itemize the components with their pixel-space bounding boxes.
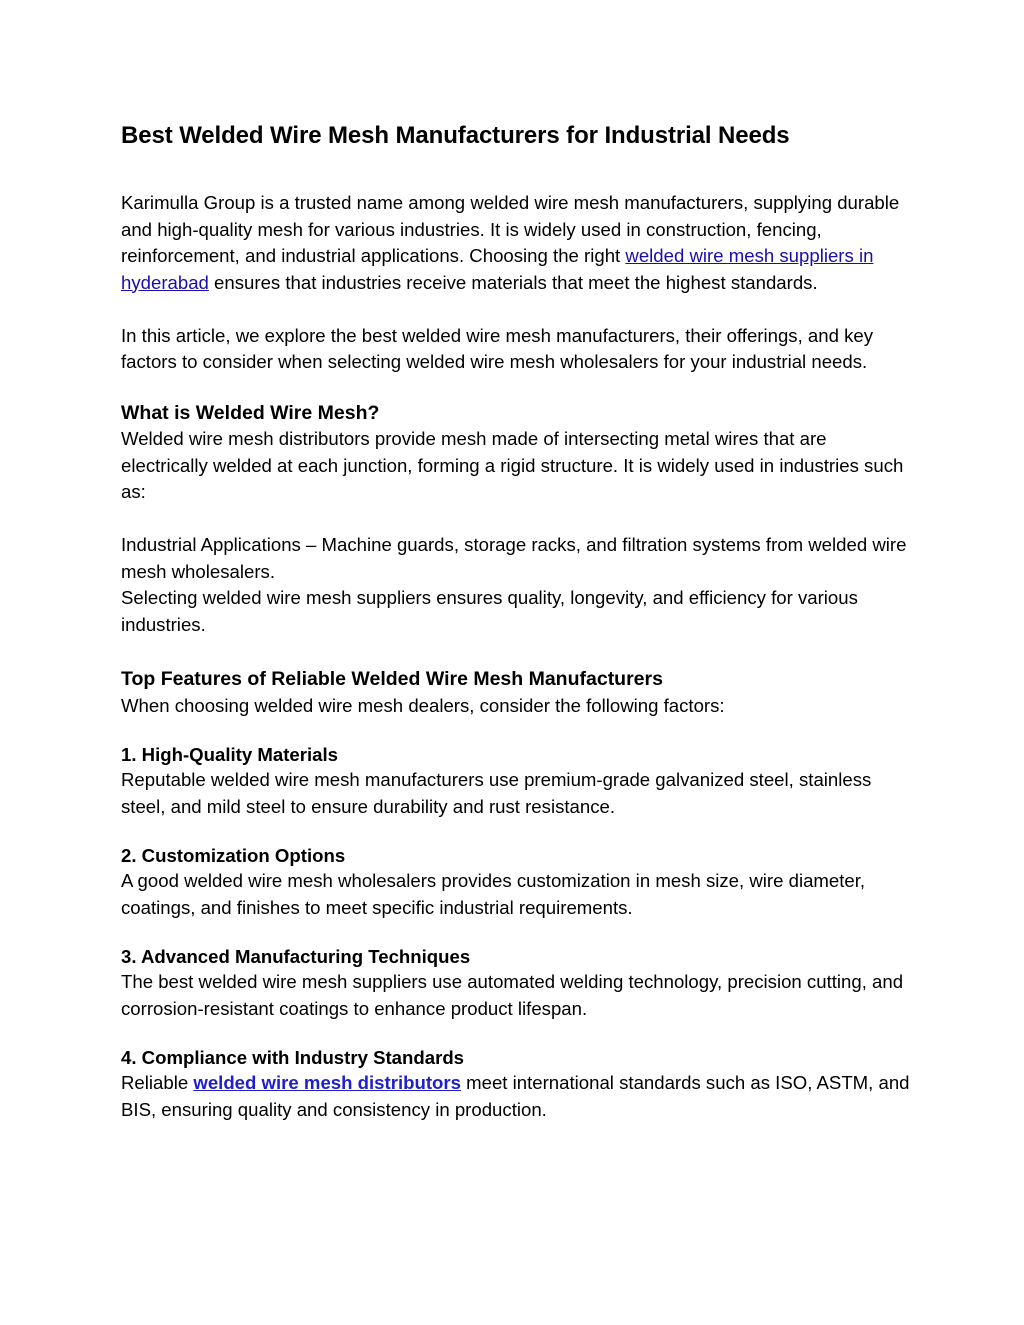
spacer <box>121 506 911 533</box>
feature-heading-2: 2. Customization Options <box>121 845 346 866</box>
feature-4-text-before-link: Reliable <box>121 1072 194 1093</box>
intro-paragraph <box>121 190 911 296</box>
feature-heading-3: 3. Advanced Manufacturing Techniques <box>121 946 471 967</box>
feature-body-2: A good welded wire mesh wholesalers provides customization in mesh size, wire diameter, coatings, and finishes to meet specific industrial requirements. <box>121 870 866 918</box>
section-heading-what-is: What is Welded Wire Mesh? <box>121 401 380 424</box>
feature-heading-4: 4. Compliance with Industry Standards <box>121 1047 465 1068</box>
feature-body-3: The best welded wire mesh suppliers use automated welding technology, precision cutting, and corrosion-resistant coatings to enhance product lifespan. <box>121 971 904 1019</box>
intro-text-before-link: Karimulla Group is a trusted name among welded wire mesh manufacturers, supplying durable and high-quality mesh for various industries. It is widely used in construction, fencing, reinforcement, and industrial applications. Choosing the right <box>121 192 900 266</box>
spacer <box>121 719 911 743</box>
what-is-paragraph: Welded wire mesh distributors provide mesh made of intersecting metal wires that are electrically welded at each junction, forming a rigid structure. It is widely used in industries such as: <box>121 428 904 502</box>
spacer <box>121 376 911 400</box>
industrial-applications-paragraph: Industrial Applications – Machine guards, storage racks, and filtration systems from welded wire mesh wholesalers. <box>121 534 907 582</box>
selecting-paragraph: Selecting welded wire mesh suppliers ensures quality, longevity, and efficiency for various industries. <box>121 587 858 635</box>
page-title: Best Welded Wire Mesh Manufacturers for Industrial Needs <box>121 122 790 149</box>
spacer <box>121 638 911 666</box>
welded-wire-mesh-distributors-link[interactable]: welded wire mesh distributors <box>193 1072 461 1093</box>
feature-4-text-after-link: meet international standards such as ISO, ASTM, and BIS, ensuring quality and consistency in production. <box>121 1072 910 1120</box>
intro-text-after-link: ensures that industries receive materials that meet the highest standards. <box>208 271 818 293</box>
section-heading-top-features: Top Features of Reliable Welded Wire Mesh Manufacturers <box>121 668 663 690</box>
feature-body-1: Reputable welded wire mesh manufacturers use premium-grade galvanized steel, stainless steel, and mild steel to ensure durability and rust resistance. <box>121 769 872 817</box>
feature-heading-1: 1. High-Quality Materials <box>121 744 338 765</box>
feature-body-4 <box>121 1070 911 1123</box>
spacer <box>121 921 911 945</box>
spacer <box>121 820 911 844</box>
spacer <box>121 1022 911 1046</box>
welded-wire-mesh-suppliers-link[interactable]: welded wire mesh suppliers in hyderabad <box>121 245 874 293</box>
spacer <box>121 296 911 323</box>
features-lead-paragraph: When choosing welded wire mesh dealers, consider the following factors: <box>121 694 725 716</box>
article-intro-paragraph: In this article, we explore the best welded wire mesh manufacturers, their offerings, and key factors to consider when selecting welded wire mesh wholesalers for your industrial needs. <box>121 324 874 372</box>
document-page <box>121 118 911 1123</box>
